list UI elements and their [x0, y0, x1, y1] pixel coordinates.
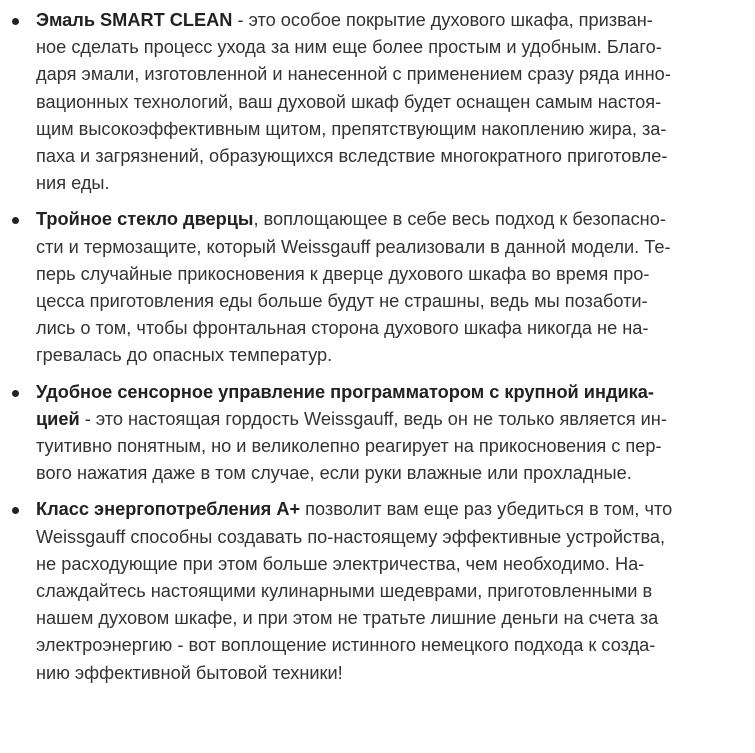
text-line: [36, 496, 755, 523]
list-item-touch-control: [0, 379, 755, 488]
text-line: ное сделать процесс ухода за ним еще более простым и удобным. Благо-: [36, 37, 662, 58]
feature-title: Удобное сенсорное управление программатором с крупной индика-: [36, 381, 654, 402]
text-line: цесса приготовления еды больше будут не страшны, ведь мы позаботи-: [36, 291, 648, 312]
text-line: паха и загрязнений, образующихся вследствие многократного приготовле-: [36, 146, 668, 167]
text-line: слаждайтесь настоящими кулинарными шедеврами, приготовленными в: [36, 581, 653, 602]
feature-title: цией: [36, 408, 80, 429]
list-item-energy-class: [0, 496, 755, 686]
text-line: нашем духовом шкафе, и при этом не тратьте лишние деньги на счета за: [36, 608, 659, 629]
text-line: сти и термозащите, который Weissgauff реализовали в данной модели. Те-: [36, 236, 671, 257]
text-line: ния еды.: [36, 173, 110, 194]
text-line: [36, 379, 755, 406]
feature-title: Тройное стекло дверцы: [36, 209, 254, 230]
bullet-icon: [12, 217, 19, 224]
text-line: [36, 406, 755, 433]
bullet-icon: [12, 507, 19, 514]
feature-text: - это особое покрытие духового шкафа, призван-: [232, 10, 653, 30]
text-line: [36, 206, 755, 233]
text-line: нию эффективной бытовой техники!: [36, 662, 343, 683]
text-line: туитивно понятным, но и великолепно реагирует на прикосновения с пер-: [36, 436, 662, 457]
feature-text: , воплощающее в себе весь подход к безопасно-: [253, 209, 666, 230]
feature-title: Класс энергопотребления А+: [36, 499, 301, 520]
text-line: гревалась до опасных температур.: [36, 345, 333, 366]
list-item-triple-glass: [0, 206, 755, 369]
feature-title: Эмаль SMART CLEAN: [36, 10, 233, 30]
text-line: вого нажатия даже в том случае, если руки влажные или прохладные.: [36, 463, 632, 484]
text-line: даря эмали, изготовленной и нанесенной с применением сразу ряда инно-: [36, 64, 671, 85]
text-line: перь случайные прикосновения к дверце духового шкафа во время про-: [36, 263, 650, 284]
bullet-icon: [12, 390, 19, 397]
text-line: электроэнергию - вот воплощение истинного немецкого подхода к созда-: [36, 635, 656, 656]
feature-text: - это настоящая гордость Weissgauff, ведь он не только является ин-: [79, 408, 667, 429]
feature-text: позволит вам еще раз убедиться в том, что: [300, 499, 673, 520]
text-line: [36, 7, 755, 34]
list-item-smart-clean: [0, 7, 755, 197]
bullet-icon: [12, 18, 19, 25]
text-line: Weissgauff способны создавать по-настоящему эффективные устройства,: [36, 526, 666, 547]
text-line: лись о том, чтобы фронтальная сторона духового шкафа никогда не на-: [36, 318, 649, 339]
text-line: вационных технологий, ваш духовой шкаф будет оснащен самым настоя-: [36, 91, 662, 112]
text-line: не расходующие при этом больше электричества, чем необходимо. На-: [36, 553, 645, 574]
text-line: щим высокоэффективным щитом, препятствующим накоплению жира, за-: [36, 118, 667, 139]
